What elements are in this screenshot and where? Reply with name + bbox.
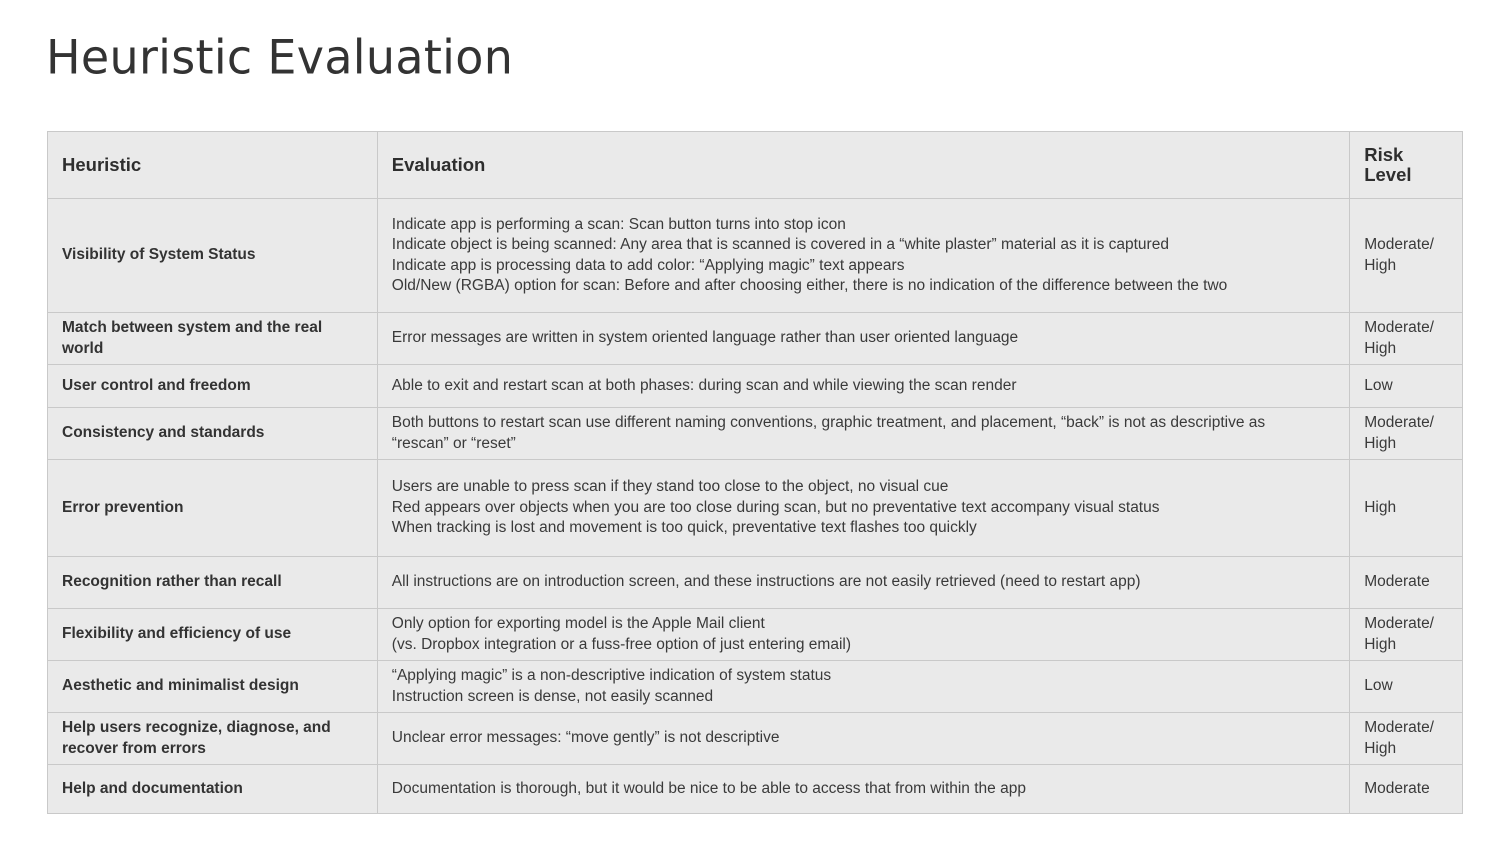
evaluation-line: Unclear error messages: “move gently” is not descriptive <box>391 729 780 747</box>
table-row <box>48 713 1463 765</box>
table-row <box>48 460 1463 557</box>
risk-level-text: Low <box>1364 376 1393 394</box>
risk-level-text: Moderate/ <box>1364 719 1434 736</box>
header-heuristic: Heuristic <box>48 132 378 199</box>
heuristic-cell: Recognition rather than recall <box>48 557 378 609</box>
risk-level-cell <box>1350 765 1463 814</box>
risk-level-text: High <box>1364 256 1397 274</box>
evaluation-line: Red appears over objects when you are too close during scan, but no preventative text accompany visual status <box>391 498 1160 516</box>
heuristic-cell: Flexibility and efficiency of use <box>48 609 378 661</box>
risk-level-cell <box>1350 365 1463 408</box>
evaluation-cell <box>377 661 1349 713</box>
risk-level-text: Moderate/ <box>1364 319 1434 336</box>
evaluation-cell <box>377 365 1349 408</box>
risk-level-text: Moderate/ <box>1364 414 1434 431</box>
evaluation-line: Instruction screen is dense, not easily scanned <box>391 687 714 705</box>
risk-level-text: High <box>1364 339 1397 357</box>
evaluation-cell <box>377 713 1349 765</box>
evaluation-line: Indicate app is processing data to add color: “Applying magic” text appears <box>391 256 905 274</box>
evaluation-line: Indicate object is being scanned: Any area that is scanned is covered in a “white plaster” material as it is captured <box>391 236 1169 253</box>
risk-level-cell <box>1350 609 1463 661</box>
evaluation-cell <box>377 460 1349 557</box>
risk-level-text: Moderate/ <box>1364 236 1434 253</box>
evaluation-line: Documentation is thorough, but it would be nice to be able to access that from within the app <box>391 779 1026 797</box>
heuristic-cell: Visibility of System Status <box>48 199 378 313</box>
risk-level-text: Low <box>1364 677 1393 695</box>
risk-level-cell <box>1350 199 1463 313</box>
risk-level-cell <box>1350 408 1463 460</box>
table-row <box>48 199 1463 313</box>
evaluation-cell <box>377 199 1349 313</box>
heuristic-evaluation-table <box>47 131 1463 814</box>
evaluation-line: “rescan” or “reset” <box>391 434 516 452</box>
heuristic-cell: Consistency and standards <box>48 408 378 460</box>
risk-level-text: High <box>1364 635 1397 653</box>
evaluation-line: Old/New (RGBA) option for scan: Before and after choosing either, there is no indication of the difference between the two <box>391 277 1228 294</box>
risk-level-cell <box>1350 661 1463 713</box>
risk-level-text: Moderate <box>1364 573 1430 591</box>
risk-level-text: Moderate <box>1364 779 1430 797</box>
evaluation-line: “Applying magic” is a non-descriptive indication of system status <box>391 667 832 684</box>
risk-level-text: High <box>1364 739 1397 757</box>
evaluation-line: Error messages are written in system oriented language rather than user oriented language <box>391 329 1019 347</box>
heuristic-cell: Match between system and the real world <box>48 313 378 365</box>
table-row <box>48 313 1463 365</box>
heuristic-cell: User control and freedom <box>48 365 378 408</box>
table-header-row <box>48 132 1463 199</box>
table-row <box>48 661 1463 713</box>
evaluation-line: Both buttons to restart scan use different naming conventions, graphic treatment, and placement, “back” is not as descriptive as <box>391 414 1266 431</box>
table-row <box>48 365 1463 408</box>
evaluation-cell <box>377 408 1349 460</box>
risk-level-cell <box>1350 313 1463 365</box>
header-evaluation: Evaluation <box>377 132 1349 199</box>
evaluation-line: Users are unable to press scan if they stand too close to the object, no visual cue <box>391 478 949 496</box>
table-row <box>48 557 1463 609</box>
heuristic-cell: Error prevention <box>48 460 378 557</box>
table-body <box>48 199 1463 814</box>
evaluation-cell <box>377 313 1349 365</box>
evaluation-line: (vs. Dropbox integration or a fuss-free option of just entering email) <box>391 635 851 653</box>
page-title: Heuristic Evaluation <box>46 29 514 85</box>
risk-level-cell <box>1350 460 1463 557</box>
evaluation-line: Able to exit and restart scan at both phases: during scan and while viewing the scan render <box>391 376 1017 394</box>
evaluation-line: All instructions are on introduction screen, and these instructions are not easily retrieved (need to restart app) <box>391 573 1141 591</box>
evaluation-cell <box>377 609 1349 661</box>
risk-level-cell <box>1350 713 1463 765</box>
heuristic-cell: Help users recognize, diagnose, and recover from errors <box>48 713 378 765</box>
risk-level-cell <box>1350 557 1463 609</box>
heuristic-cell: Help and documentation <box>48 765 378 814</box>
evaluation-line: When tracking is lost and movement is too quick, preventative text flashes too quickly <box>391 519 977 537</box>
evaluation-line: Indicate app is performing a scan: Scan button turns into stop icon <box>391 215 846 233</box>
table-row <box>48 408 1463 460</box>
evaluation-cell <box>377 765 1349 814</box>
risk-level-text: High <box>1364 434 1397 452</box>
table-row <box>48 765 1463 814</box>
header-risk-level: Risk Level <box>1350 132 1463 199</box>
table-row <box>48 609 1463 661</box>
risk-level-text: Moderate/ <box>1364 615 1434 632</box>
heuristic-cell: Aesthetic and minimalist design <box>48 661 378 713</box>
evaluation-line: Only option for exporting model is the Apple Mail client <box>391 615 765 632</box>
risk-level-text: High <box>1364 498 1397 516</box>
evaluation-cell <box>377 557 1349 609</box>
